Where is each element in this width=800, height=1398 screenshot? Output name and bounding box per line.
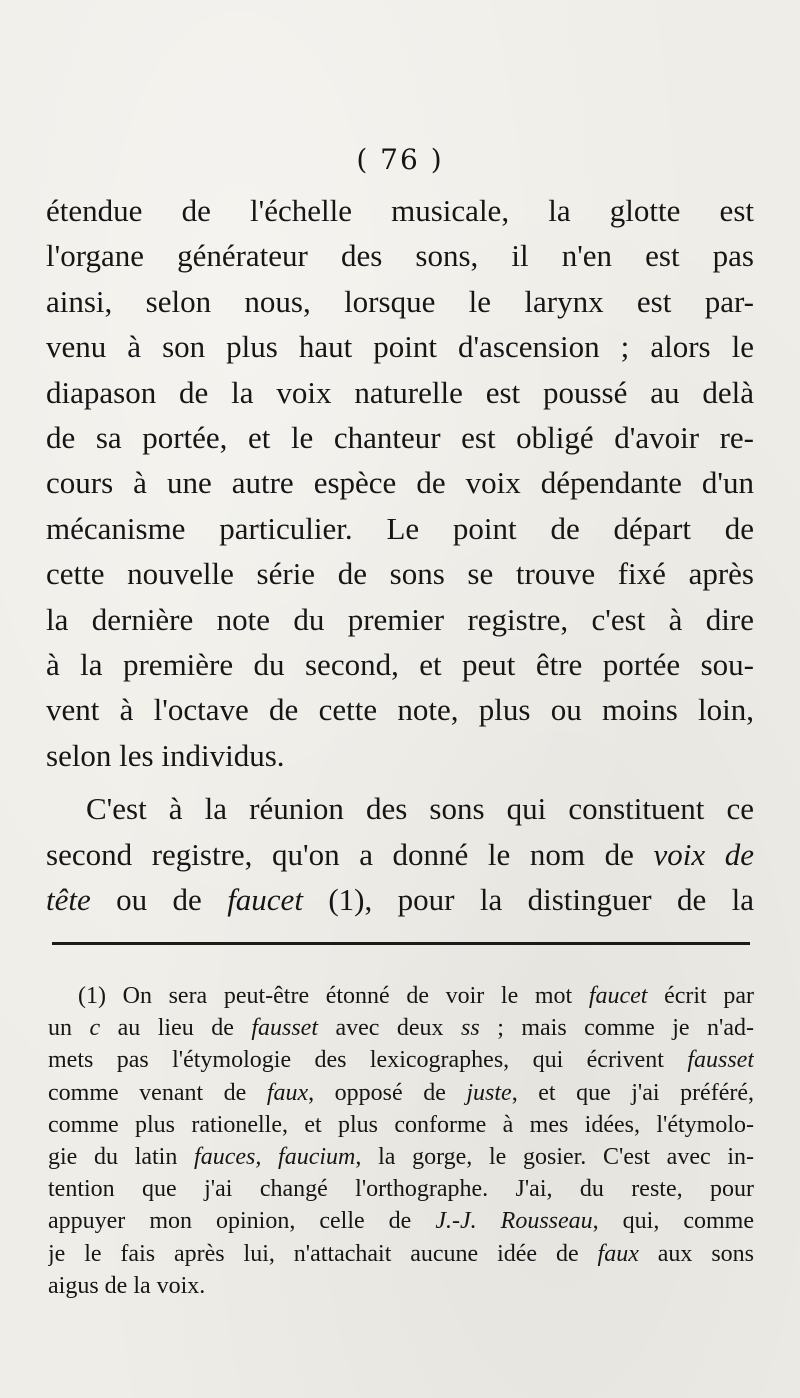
footnote-line: (1) On sera peut-être étonné de voir le mot faucet écrit par [78, 983, 754, 1009]
body-line: vent à l'octave de cette note, plus ou moins loin, [46, 692, 754, 728]
page-number: ( 76 ) [356, 143, 444, 176]
footnote-line: comme plus rationelle, et plus conforme à mes idées, l'étymolo- [48, 1111, 754, 1138]
body-line: ainsi, selon nous, lorsque le larynx est par- [46, 283, 754, 319]
footnote-line: un c au lieu de fausset avec deux ss ; mais comme je n'ad- [48, 1015, 754, 1042]
body-line: étendue de l'échelle musicale, la glotte est [46, 193, 754, 228]
body-line: de sa portée, et le chanteur est obligé d'avoir re- [46, 420, 754, 456]
footnote [48, 980, 754, 1302]
footnote-line: tention que j'ai changé l'orthographe. J'ai, du reste, pour [48, 1176, 754, 1203]
body-line: C'est à la réunion des sons qui constituent ce [86, 791, 754, 827]
footnote-line: gie du latin fauces, faucium, la gorge, le gosier. C'est avec in- [48, 1144, 754, 1171]
body-line: second registre, qu'on a donné le nom de voix de [46, 836, 754, 872]
body-text [46, 188, 754, 923]
footnote-line: mets pas l'étymologie des lexicographes, qui écrivent fausset [48, 1047, 754, 1074]
body-line: à la première du second, et peut être portée sou- [46, 647, 754, 683]
body-line: cours à une autre espèce de voix dépendante d'un [46, 465, 754, 501]
footnote-line: aigus de la voix. [48, 1272, 206, 1299]
footnote-line: comme venant de faux, opposé de juste, et que j'ai préféré, [48, 1079, 754, 1106]
footnote-separator [52, 942, 750, 945]
body-line: selon les individus. [46, 737, 285, 773]
body-line: venu à son plus haut point d'ascension ; alors le [46, 329, 754, 365]
body-line: tête ou de faucet (1), pour la distinguer de la [46, 882, 754, 918]
body-line: mécanisme particulier. Le point de départ de [46, 510, 754, 546]
body-line: diapason de la voix naturelle est poussé au delà [46, 374, 754, 410]
body-line: l'organe générateur des sons, il n'en est pas [46, 238, 754, 274]
body-line: la dernière note du premier registre, c'est à dire [46, 601, 754, 637]
body-line: cette nouvelle série de sons se trouve fixé après [46, 556, 754, 592]
footnote-line: je le fais après lui, n'attachait aucune idée de faux aux sons [48, 1240, 754, 1267]
footnote-line: appuyer mon opinion, celle de J.-J. Rousseau, qui, comme [48, 1208, 754, 1235]
